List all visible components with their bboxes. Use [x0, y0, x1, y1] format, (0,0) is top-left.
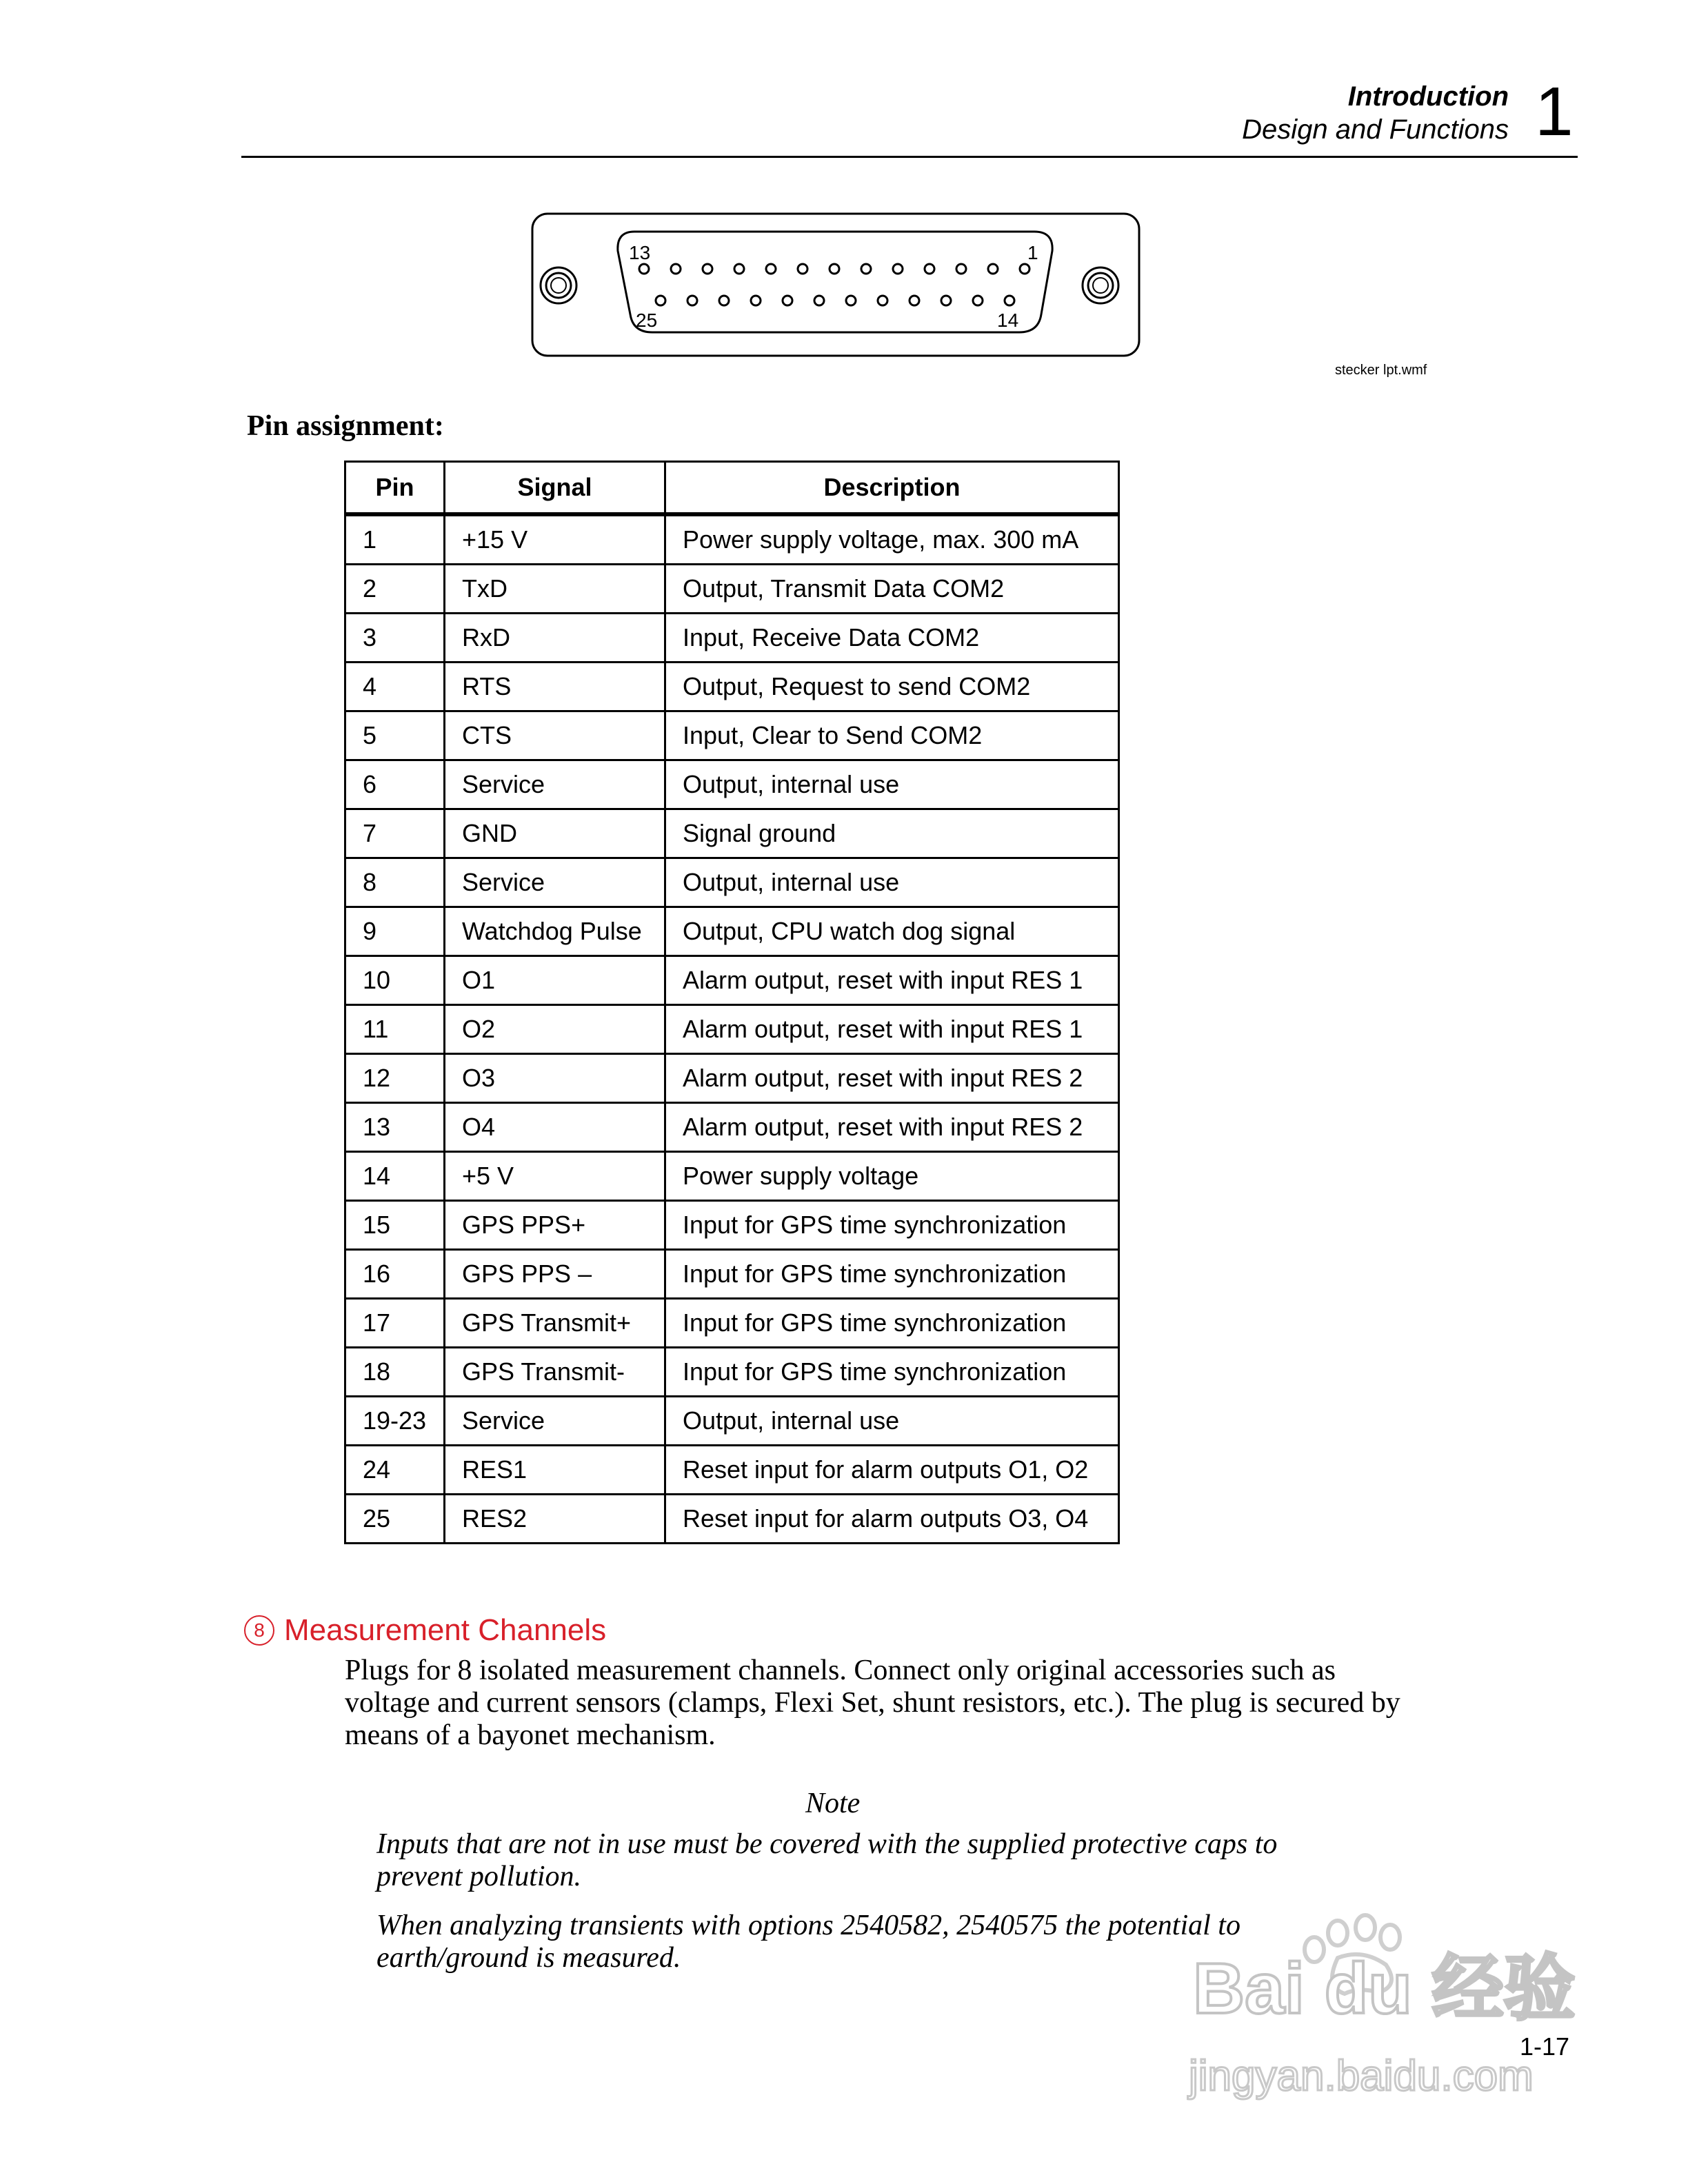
- description-cell: Input for GPS time synchronization: [665, 1250, 1119, 1299]
- note-paragraph-1: Inputs that are not in use must be covered with the supplied protective caps to prevent pollution.: [376, 1828, 1278, 1892]
- description-cell: Reset input for alarm outputs O1, O2: [665, 1446, 1119, 1495]
- pin-hole: [878, 296, 887, 305]
- pin-hole: [719, 296, 729, 305]
- pin-label-1: 1: [1027, 242, 1038, 263]
- chapter-number: 1: [1535, 73, 1574, 150]
- description-cell: Output, internal use: [665, 858, 1119, 907]
- description-cell: Signal ground: [665, 809, 1119, 858]
- table-row: [345, 1495, 1119, 1544]
- column-header-pin: Pin: [345, 462, 445, 515]
- signal-cell: Service: [445, 760, 665, 809]
- description-cell: Input, Receive Data COM2: [665, 614, 1119, 663]
- pin-hole: [1020, 264, 1029, 274]
- signal-cell: GPS Transmit+: [445, 1299, 665, 1348]
- pin-hole: [941, 296, 951, 305]
- pin-hole: [893, 264, 903, 274]
- description-cell: Alarm output, reset with input RES 1: [665, 956, 1119, 1005]
- pin-hole: [925, 264, 934, 274]
- description-cell: Power supply voltage, max. 300 mA: [665, 514, 1119, 565]
- table-row: [345, 711, 1119, 760]
- table-row: [345, 565, 1119, 614]
- description-cell: Output, CPU watch dog signal: [665, 907, 1119, 956]
- watermark-brand: Bai du 经验: [1193, 1949, 1576, 2029]
- pin-hole: [734, 264, 744, 274]
- measurement-channels-title: Measurement Channels: [284, 1613, 607, 1647]
- pin-hole: [656, 296, 665, 305]
- description-cell: Reset input for alarm outputs O3, O4: [665, 1495, 1119, 1544]
- baidu-watermark: [1172, 1910, 1586, 2103]
- pin-cell: 4: [345, 663, 445, 711]
- db25-connector-diagram: [0, 0, 1688, 386]
- pin-hole: [846, 296, 856, 305]
- description-cell: Output, Transmit Data COM2: [665, 565, 1119, 614]
- table-row: [345, 514, 1119, 565]
- signal-cell: Watchdog Pulse: [445, 907, 665, 956]
- item-number-badge: 8: [244, 1615, 274, 1646]
- table-row: [345, 1299, 1119, 1348]
- pin-cell: 5: [345, 711, 445, 760]
- signal-cell: O1: [445, 956, 665, 1005]
- signal-cell: RTS: [445, 663, 665, 711]
- pin-cell: 19-23: [345, 1397, 445, 1446]
- pin-cell: 13: [345, 1103, 445, 1152]
- pin-hole: [988, 264, 998, 274]
- pin-cell: 16: [345, 1250, 445, 1299]
- column-header-description: Description: [665, 462, 1119, 515]
- table-row: [345, 1201, 1119, 1250]
- pin-hole: [910, 296, 919, 305]
- watermark-url: jingyan.baidu.com: [1189, 2052, 1534, 2100]
- table-row: [345, 907, 1119, 956]
- pin-cell: 6: [345, 760, 445, 809]
- pin-assignment-table: [344, 461, 1120, 1544]
- note-paragraph-2: When analyzing transients with options 2540582, 2540575 the potential to earth/ground is measured.: [376, 1910, 1240, 1974]
- description-cell: Input, Clear to Send COM2: [665, 711, 1119, 760]
- description-cell: Alarm output, reset with input RES 2: [665, 1103, 1119, 1152]
- signal-cell: O3: [445, 1054, 665, 1103]
- pin-label-25: 25: [636, 310, 658, 331]
- note-title: Note: [805, 1788, 861, 1819]
- signal-cell: Service: [445, 1397, 665, 1446]
- pin-cell: 9: [345, 907, 445, 956]
- pin-cell: 14: [345, 1152, 445, 1201]
- chapter-title: Introduction: [1347, 81, 1509, 112]
- pin-hole: [703, 264, 712, 274]
- right-screw-icon: [1083, 267, 1118, 303]
- pin-cell: 2: [345, 565, 445, 614]
- pin-hole: [830, 264, 839, 274]
- table-row: [345, 1152, 1119, 1201]
- table-row: [345, 858, 1119, 907]
- table-row: [345, 1005, 1119, 1054]
- signal-cell: Service: [445, 858, 665, 907]
- pin-hole: [783, 296, 792, 305]
- table-row: [345, 1348, 1119, 1397]
- pin-hole: [766, 264, 776, 274]
- measurement-channels-body: Plugs for 8 isolated measurement channels. Connect only original accessories such as voltage and current sensors (clamps, Flexi Set, shunt resistors, etc.). The plug is secured by means of a bayonet mechanism.: [345, 1655, 1400, 1751]
- pin-cell: 24: [345, 1446, 445, 1495]
- pin-cell: 3: [345, 614, 445, 663]
- pin-cell: 10: [345, 956, 445, 1005]
- pin-cell: 8: [345, 858, 445, 907]
- table-row: [345, 614, 1119, 663]
- table-row: [345, 1446, 1119, 1495]
- signal-cell: RES1: [445, 1446, 665, 1495]
- signal-cell: GND: [445, 809, 665, 858]
- section-title: Design and Functions: [1242, 114, 1509, 145]
- signal-cell: RxD: [445, 614, 665, 663]
- table-row: [345, 1397, 1119, 1446]
- description-cell: Power supply voltage: [665, 1152, 1119, 1201]
- pin-cell: 7: [345, 809, 445, 858]
- pin-cell: 1: [345, 514, 445, 565]
- table-row: [345, 760, 1119, 809]
- signal-cell: +15 V: [445, 514, 665, 565]
- pin-cell: 12: [345, 1054, 445, 1103]
- page-number: 1-17: [1520, 2032, 1570, 2061]
- table-header-row: [345, 462, 1119, 515]
- signal-cell: GPS PPS –: [445, 1250, 665, 1299]
- pin-hole: [751, 296, 761, 305]
- pin-cell: 18: [345, 1348, 445, 1397]
- description-cell: Output, internal use: [665, 760, 1119, 809]
- signal-cell: GPS PPS+: [445, 1201, 665, 1250]
- signal-cell: O2: [445, 1005, 665, 1054]
- signal-cell: CTS: [445, 711, 665, 760]
- table-row: [345, 1103, 1119, 1152]
- description-cell: Alarm output, reset with input RES 2: [665, 1054, 1119, 1103]
- description-cell: Alarm output, reset with input RES 1: [665, 1005, 1119, 1054]
- d-sub-face: [618, 232, 1052, 332]
- pin-holes: [639, 264, 1029, 305]
- pin-label-13: 13: [629, 242, 651, 263]
- pin-label-14: 14: [997, 310, 1019, 331]
- pin-hole: [973, 296, 983, 305]
- pin-hole: [861, 264, 871, 274]
- signal-cell: RES2: [445, 1495, 665, 1544]
- figure-caption: stecker lpt.wmf: [1335, 363, 1427, 378]
- column-header-signal: Signal: [445, 462, 665, 515]
- signal-cell: GPS Transmit-: [445, 1348, 665, 1397]
- signal-cell: TxD: [445, 565, 665, 614]
- pin-cell: 25: [345, 1495, 445, 1544]
- table-row: [345, 663, 1119, 711]
- pin-hole: [639, 264, 649, 274]
- description-cell: Output, Request to send COM2: [665, 663, 1119, 711]
- table-row: [345, 956, 1119, 1005]
- signal-cell: O4: [445, 1103, 665, 1152]
- table-row: [345, 1054, 1119, 1103]
- description-cell: Input for GPS time synchronization: [665, 1201, 1119, 1250]
- description-cell: Input for GPS time synchronization: [665, 1299, 1119, 1348]
- pin-hole: [798, 264, 807, 274]
- pin-hole: [671, 264, 681, 274]
- pin-cell: 11: [345, 1005, 445, 1054]
- left-screw-icon: [541, 267, 576, 303]
- pin-assignment-heading: Pin assignment:: [247, 410, 444, 442]
- pin-cell: 15: [345, 1201, 445, 1250]
- pin-hole: [687, 296, 697, 305]
- pin-hole: [814, 296, 824, 305]
- description-cell: Output, internal use: [665, 1397, 1119, 1446]
- measurement-channels-heading: [244, 1613, 606, 1648]
- description-cell: Input for GPS time synchronization: [665, 1348, 1119, 1397]
- pin-cell: 17: [345, 1299, 445, 1348]
- signal-cell: +5 V: [445, 1152, 665, 1201]
- pin-hole: [1005, 296, 1014, 305]
- table-row: [345, 809, 1119, 858]
- table-row: [345, 1250, 1119, 1299]
- pin-hole: [956, 264, 966, 274]
